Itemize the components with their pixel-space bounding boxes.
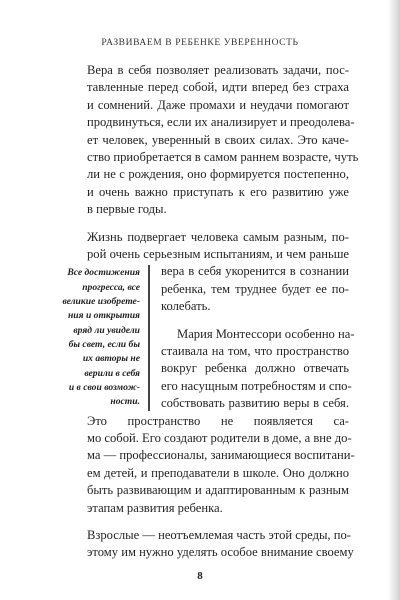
text-line: стаивала на том, что пространство bbox=[161, 344, 349, 358]
text-line: быть развивающим и адаптированным к разным bbox=[87, 483, 349, 498]
page-number: 8 bbox=[197, 569, 203, 582]
page-edge-shadow bbox=[388, 0, 400, 600]
text-line: ребенка, тем труднее будет ее по- bbox=[161, 281, 349, 296]
text-line: рой очень серьезным испытаниям, и чем раньше bbox=[87, 247, 349, 261]
text-line: ет человек, уверенный в своих силах. Это каче- bbox=[87, 132, 349, 147]
sidebar-rule bbox=[148, 265, 150, 410]
sidebar-quote-line: бы свет, если бы bbox=[68, 339, 140, 350]
sidebar-quote-line: вряд ли увидели bbox=[73, 324, 140, 336]
text-line: Жизнь подвергает человека самым разным, по- bbox=[87, 229, 349, 244]
text-line: Вера в себя позволяет реализовать задачи, пос- bbox=[87, 63, 349, 77]
sidebar-quote-line: их авторы не bbox=[82, 353, 140, 365]
text-line: собствовать развитию веры в себя. bbox=[161, 396, 349, 411]
text-line: вокруг ребенка должно отвечать bbox=[161, 361, 349, 376]
running-head: РАЗВИВАЕМ В РЕБЕНКЕ УВЕРЕННОСТЬ bbox=[101, 38, 299, 48]
text-line: и сомнений. Даже промахи и неудачи помогают bbox=[87, 97, 349, 112]
text-line: ем детей, и преподаватели в школе. Оно должно bbox=[87, 465, 349, 480]
text-line: Взрослые — неотъемлемая часть этой среды, по- bbox=[87, 528, 351, 542]
text-line: Это пространство не появляется са- bbox=[87, 413, 349, 428]
sidebar-quote-line: верили в себя bbox=[84, 367, 140, 379]
sidebar-quote-line: Все достижения bbox=[67, 267, 140, 279]
text-line: ма — профессионалы, занимающиеся воспитани- bbox=[87, 448, 355, 463]
text-line: тавленные перед собой, идти вперед без страха bbox=[87, 80, 349, 95]
text-line: этапам развития ребенка. bbox=[87, 500, 223, 515]
text-line: его насущным потребностям и спо- bbox=[161, 378, 352, 393]
text-line: и очень важно приступать к его развитию уже bbox=[87, 184, 349, 199]
text-line: Мария Монтессори особенно на- bbox=[177, 326, 355, 341]
text-line: в первые годы. bbox=[87, 202, 167, 217]
sidebar-quote-line: великие изобрете- bbox=[62, 296, 140, 308]
text-line: вера в себя укоренится в сознании bbox=[161, 264, 349, 279]
text-line: ство приобретается в самом раннем возрасте, чуть bbox=[87, 150, 359, 164]
text-line: этому им нужно уделять особое внимание своему bbox=[87, 545, 354, 560]
sidebar-quote-line: прогресса, все bbox=[82, 281, 140, 293]
text-line: мо собой. Его создают родители в доме, а вне до- bbox=[87, 431, 352, 445]
text-line: ли не с рождения, оно формируется постепенно, bbox=[87, 167, 349, 182]
sidebar-quote-line: и в свои возмож- bbox=[68, 381, 140, 393]
sidebar-quote-line: ности. bbox=[110, 396, 140, 408]
sidebar-quote-line: ния и открытия bbox=[67, 310, 140, 322]
text-line: продвинуться, если их анализирует и преодолева- bbox=[87, 115, 355, 130]
text-line: колебать. bbox=[161, 299, 211, 314]
